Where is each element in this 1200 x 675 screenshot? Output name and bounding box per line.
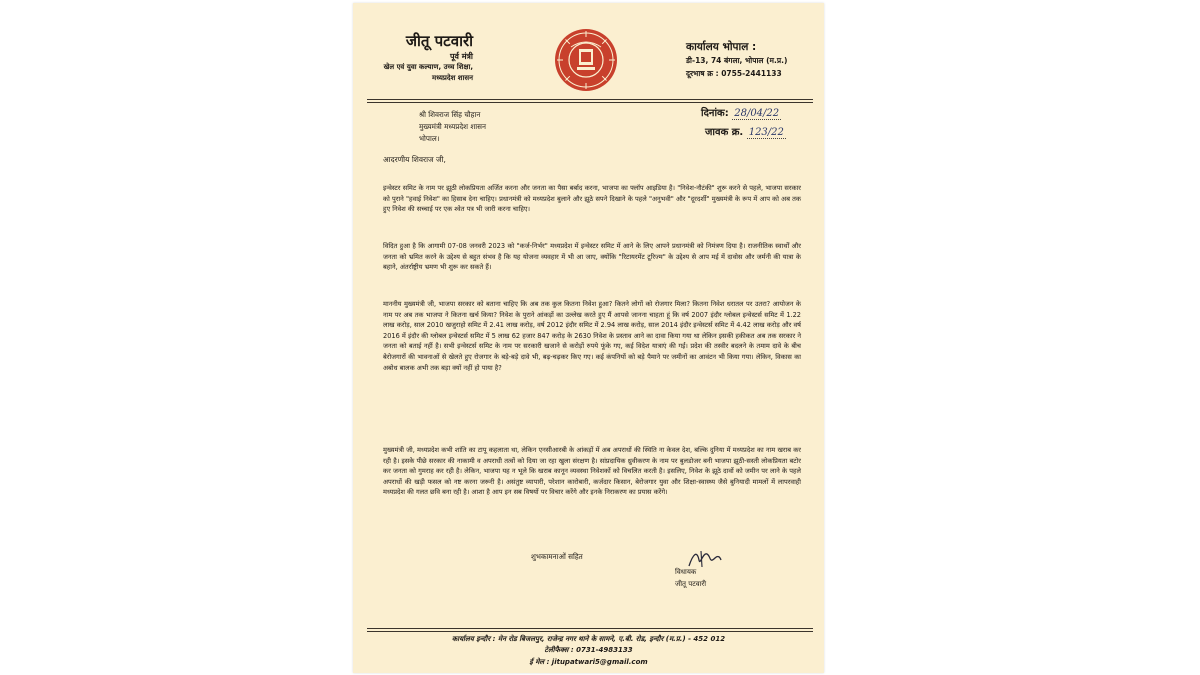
footer-telefax: टेलीफैक्स : 0731-4983133 [544, 646, 633, 654]
recipient-address [419, 109, 486, 145]
letter-paragraph-2: विदित हुआ है कि आगामी 07-08 जनवरी 2023 को "कर्ज-निर्भर" मध्यप्रदेश में इन्वेस्टर समिट में आने के लिए आपने प्रधानमंत्री को निमंत्रण दिया है। राजनीतिक स्वार्थों और जनता को भ्रमित करने के उद्देश्य से बहुत संभव है कि यह योजना व्यवहार में भी आ जाए, क्योंकि "रिटायरमेंट टूरिज्म" के उद्देश्य से आप मई में दावोस और जर्मनी की यात्रा के बहाने, अंतर्राष्ट्रीय भ्रमण भी शुरू कर सकते हैं। [383, 242, 801, 272]
signatory-designation: विधायक [675, 568, 697, 576]
date-field [701, 105, 781, 119]
letterhead-page [353, 3, 824, 673]
handwritten-signature-icon [685, 548, 723, 570]
letter-paragraph-4: मुख्यमंत्री जी, मध्यप्रदेश कभी शांति का टापू कहलाता था, लेकिन एनसीआरबी के आंकड़ों में अब अपराधों की स्थिति ना केवल देश, बल्कि दुनिया में मध्यप्रदेश का नाम खराब कर रही है। इसके पीछे सरकार की नाकामी व अपराधी तत्वों को दिया जा रहा खुला संरक्षण है। सांप्रदायिक ध्रुवीकरण के नाम पर बुलडोजर बनी भाजपा झूठी-सस्ती लोकप्रियता बटोर कर जनता को गुमराह कर रही है। लेकिन, भाजपा यह न भूले कि खराब कानून व्यवस्था निवेशकों को विचलित करती है। इसलिए, निवेश के झूठे दावों को जमीन पर लाने के पहले अपराधों की खड़ी फसल को नष्ट करना जरूरी है। असंतुष्ट व्यापारी, परेशान कारोबारी, कर्जदार किसान, बेरोजगार युवा और शिक्षा-स्वास्थ्य जैसे बुनियादी मामलों में लापरवाही मध्यप्रदेश की गलत छवि बना रही है। आशा है आप इन सब विषयों पर विचार करेंगे और इनके निराकरण का प्रयास करेंगे। [383, 446, 801, 497]
date-label: दिनांक: [701, 108, 729, 119]
letter-paragraph-3: माननीय मुख्यमंत्री जी, भाजपा सरकार को बताना चाहिए कि अब तक कुल कितना निवेश हुआ? कितने लोगों को रोजगार मिला? कितना निवेश धरातल पर उतरा? आयोजन के नाम पर अब तक भाजपा ने कितना खर्च किया? निवेश के पुराने आंकड़ों का उल्लेख करते हुए मैं आपसे जानना चाहता हूं कि वर्ष 2007 इंदौर ग्लोबल इन्वेस्टर्स समिट में 1.22 लाख करोड़, साल 2010 खजुराहो समिट में 2.41 लाख करोड़, वर्ष 2012 इंदौर समिट में 2.94 लाख करोड़, साल 2014 इंदौर इन्वेस्टर्स समिट में 4.42 लाख करोड़ और वर्ष 2016 में इंदौर की ग्लोबल इन्वेस्टर्स समिट में 5 लाख 62 हजार 847 करोड़ के 2630 निवेश के प्रस्ताव आने का दावा किया गया था लेकिन इसकी हकीकत अब तक सरकार ने जनता को बताई नहीं है। सभी इन्वेस्टर्स समिट के नाम पर सरकारी खजाने से करोड़ों रुपये फूंके गए, कई विदेश यात्राएं की गईं। प्रदेश की तस्वीर बदलने के तमाम दावे के बीच बेरोजगारों की भावनाओं से खेलते हुए रोजगार के बड़े-बड़े दावे भी, बढ़-चढ़कर किए गए। कई कंपनियों को बड़े पैमाने पर जमीनों का आवंटन भी किया गया। लेकिन, विकास का अबोध बालक अभी तक बड़ा क्यों नहीं हो पाया है? [383, 300, 801, 372]
footer-email: ई मेल : jitupatwari5@gmail.com [529, 658, 648, 666]
sender-name: जीतू पटवारी [405, 32, 473, 50]
signatory-name: जीतू पटवारी [675, 580, 707, 588]
footer-divider-thick [367, 631, 813, 632]
header-divider-thin [367, 102, 813, 103]
recipient-line1: श्री शिवराज सिंह चौहान [419, 110, 481, 119]
recipient-line3: भोपाल। [419, 134, 440, 143]
footer-office-address: कार्यालय इन्दौर : मेन रोड बिजलपुर, राजेन्द्र नगर थाने के सामने, ए.बी. रोड, इन्दौर (म.प्र.) - 452 012 [451, 635, 726, 643]
sender-subtitle: पूर्व मंत्री [449, 52, 473, 61]
header-divider-thick [367, 99, 813, 100]
office-address: डी-13, 74 बंगला, भोपाल (म.प्र.) [686, 56, 788, 65]
salutation: आदरणीय शिवराज जी, [383, 155, 446, 164]
office-title: कार्यालय भोपाल : [686, 41, 757, 53]
letter-paragraph-1: इन्वेस्टर समिट के नाम पर झूठी लोकप्रियता अर्जित करना और जनता का पैसा बर्बाद करना, भाजपा का फ्लॉप आइडिया है। "निवेश-नौटंकी" शुरू करने से पहले, भाजपा सरकार को पुराने "हवाई निवेश" का हिसाब देना चाहिए। प्रधानमंत्री को मध्यप्रदेश बुलाने और झूठे सपने दिखाने के पहले "अनुभवी" और "दूरदर्शी" मुख्यमंत्री के रूप में आप को अब तक हुए निवेश की सच्चाई पर एक श्वेत पत्र भी जारी करना चाहिए। [383, 184, 801, 214]
reference-field [705, 124, 786, 138]
office-block [686, 41, 821, 80]
reference-label: जावक क्र. [705, 127, 744, 138]
footer-divider-thin [367, 628, 813, 629]
date-value: 28/04/22 [734, 108, 780, 119]
office-phone: दूरभाष क्र : 0755-2441133 [686, 69, 782, 78]
state-emblem-seal-icon [553, 27, 619, 93]
recipient-line2: मुख्यमंत्री मध्यप्रदेश शासन [419, 122, 486, 131]
reference-value: 123/22 [748, 127, 784, 138]
closing-regards: शुभकामनाओं सहित [531, 552, 583, 561]
sender-department-line1: खेल एवं युवा कल्याण, उच्च शिक्षा, [383, 63, 473, 71]
sender-department-line2: मध्यप्रदेश शासन [432, 74, 473, 82]
